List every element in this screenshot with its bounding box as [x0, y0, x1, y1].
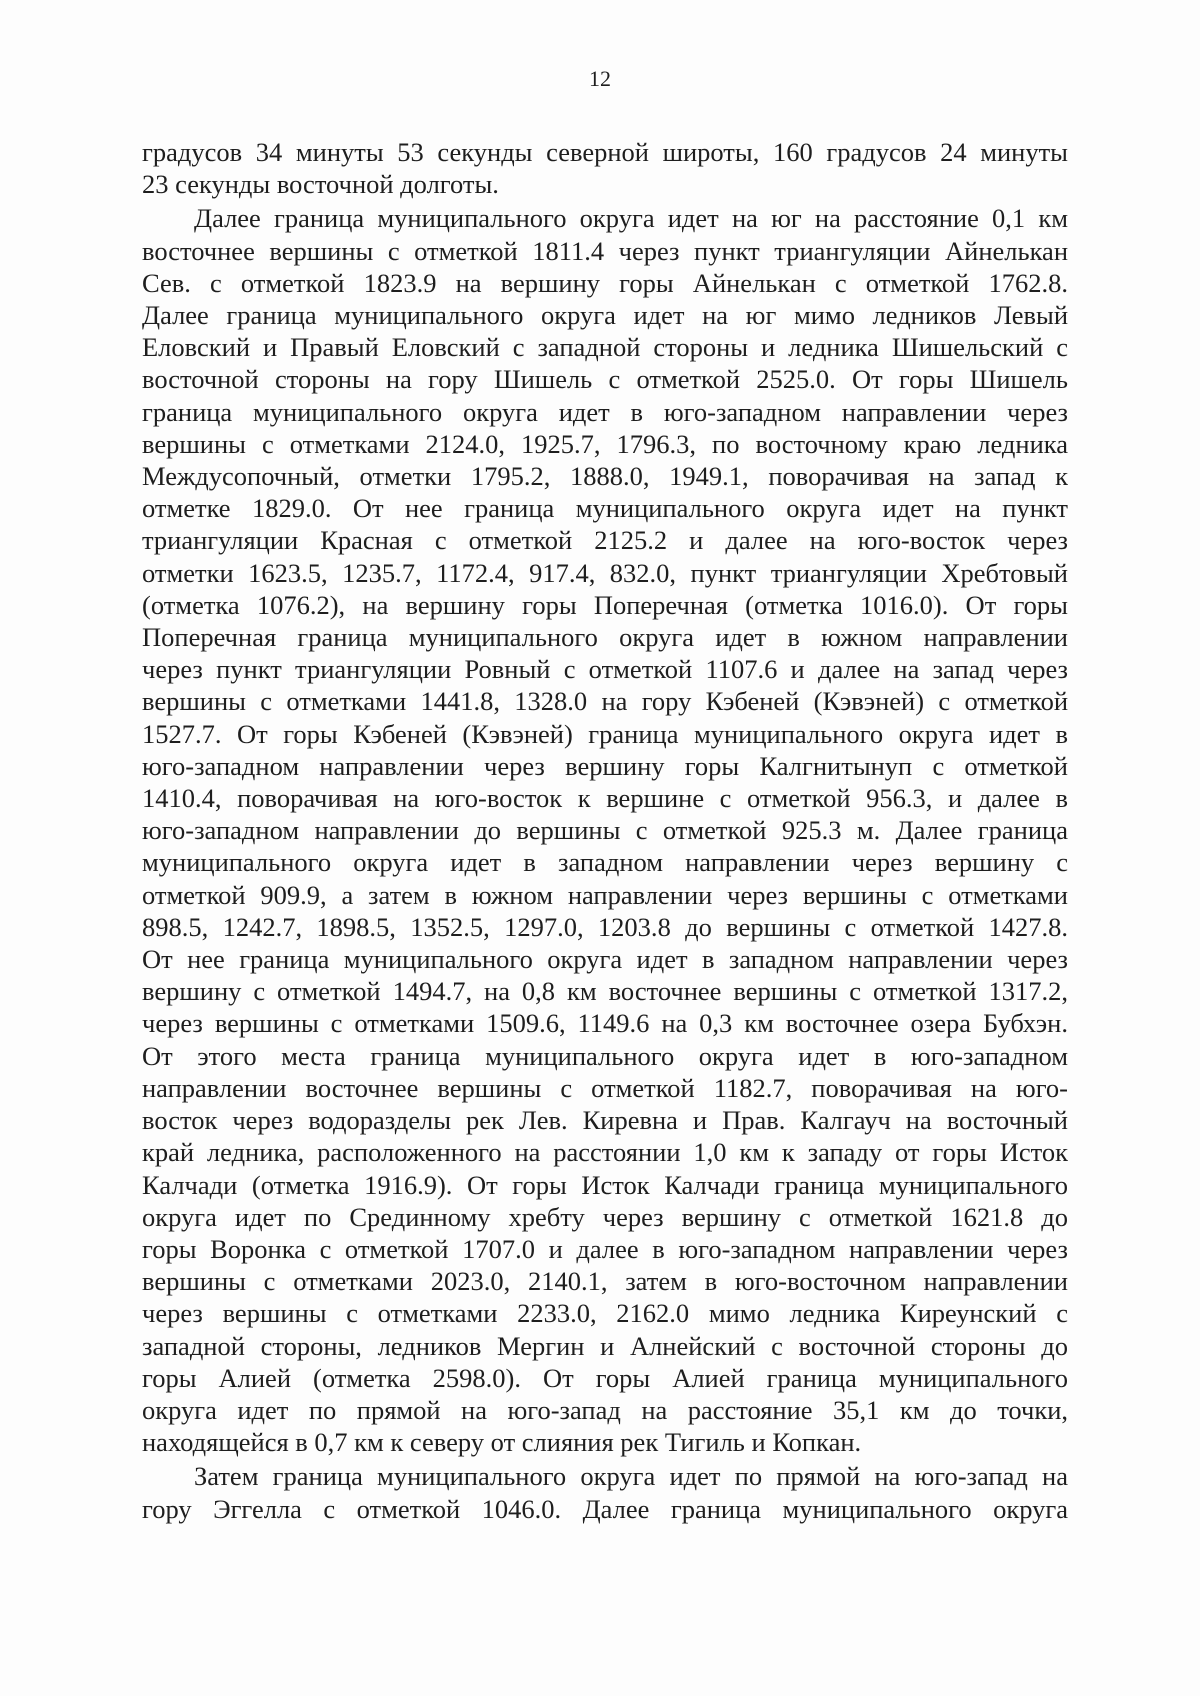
text-line: Поперечная граница муниципального округа идет в южном направлении	[142, 622, 1068, 653]
text-line: восточнее вершины с отметкой 1811.4 через пункт триангуляции Айнелькан	[142, 235, 1068, 266]
text-line: 1410.4, поворачивая на юго-восток к вершине с отметкой 956.3, и далее в	[142, 783, 1068, 814]
text-line: 898.5, 1242.7, 1898.5, 1352.5, 1297.0, 1203.8 до вершины с отметкой 1427.8.	[142, 911, 1068, 942]
text-line: край ледника, расположенного на расстоянии 1,0 км к западу от горы Исток	[142, 1137, 1068, 1168]
text-line: отметки 1623.5, 1235.7, 1172.4, 917.4, 832.0, пункт триангуляции Хребтовый	[142, 557, 1068, 588]
text-line: (отметка 1076.2), на вершину горы Поперечная (отметка 1016.0). От горы	[142, 589, 1068, 620]
text-line: Далее граница муниципального округа идет на юг на расстояние 0,1 км	[194, 203, 1068, 234]
text-line: горы Алией (отметка 2598.0). От горы Алией граница муниципального	[142, 1362, 1068, 1393]
text-line: вершины с отметками 2124.0, 1925.7, 1796.3, по восточному краю ледника	[142, 428, 1068, 459]
text-line: юго-западном направлении через вершину горы Калгнитынуп с отметкой	[142, 750, 1068, 781]
page-number: 12	[589, 66, 611, 91]
text-line: муниципального округа идет в западном направлении через вершину с	[142, 847, 1068, 878]
text-line: находящейся в 0,7 км к северу от слияния рек Тигиль и Копкан.	[142, 1427, 862, 1458]
text-line: Калчади (отметка 1916.9). От горы Исток Калчади граница муниципального	[142, 1169, 1068, 1200]
text-line: 23 секунды восточной долготы.	[142, 169, 499, 200]
text-line: 1527.7. От горы Кэбеней (Кэвэней) граница муниципального округа идет в	[142, 718, 1068, 749]
text-line: граница муниципального округа идет в юго-западном направлении через	[142, 396, 1068, 427]
text-line: Еловский и Правый Еловский с западной стороны и ледника Шишельский с	[142, 332, 1068, 363]
text-line: горы Воронка с отметкой 1707.0 и далее в юго-западном направлении через	[142, 1233, 1068, 1264]
text-line: через вершины с отметками 1509.6, 1149.6 на 0,3 км восточнее озера Бубхэн.	[142, 1008, 1068, 1039]
text-line: через вершины с отметками 2233.0, 2162.0 мимо ледника Киреунский с	[142, 1298, 1068, 1329]
document-body	[142, 136, 1068, 1525]
paragraph-2	[142, 202, 1068, 1458]
text-line: отметкой 909.9, а затем в южном направлении через вершины с отметками	[142, 879, 1068, 910]
text-line: юго-западном направлении до вершины с отметкой 925.3 м. Далее граница	[142, 815, 1068, 846]
text-line: западной стороны, ледников Мергин и Алнейский с восточной стороны до	[142, 1330, 1068, 1361]
text-line: Междусопочный, отметки 1795.2, 1888.0, 1949.1, поворачивая на запад к	[142, 461, 1068, 492]
text-line: Затем граница муниципального округа идет по прямой на юго-запад на	[194, 1461, 1068, 1492]
text-line: вершины с отметками 2023.0, 2140.1, затем в юго-восточном направлении	[142, 1266, 1068, 1297]
paragraph-3	[142, 1460, 1068, 1524]
text-line: направлении восточнее вершины с отметкой 1182.7, поворачивая на юго-	[142, 1072, 1068, 1103]
text-line: Далее граница муниципального округа идет на юг мимо ледников Левый	[142, 300, 1068, 331]
text-line: От этого места граница муниципального округа идет в юго-западном	[142, 1040, 1068, 1071]
text-line: гору Эггелла с отметкой 1046.0. Далее граница муниципального округа	[142, 1493, 1068, 1524]
text-line: триангуляции Красная с отметкой 2125.2 и далее на юго-восток через	[142, 525, 1068, 556]
text-line: округа идет по прямой на юго-запад на расстояние 35,1 км до точки,	[142, 1394, 1068, 1425]
text-line: градусов 34 минуты 53 секунды северной широты, 160 градусов 24 минуты	[142, 137, 1068, 167]
text-line: вершины с отметками 1441.8, 1328.0 на гору Кэбеней (Кэвэней) с отметкой	[142, 686, 1068, 717]
text-line: через пункт триангуляции Ровный с отметкой 1107.6 и далее на запад через	[142, 654, 1068, 685]
paragraph-1	[142, 136, 1068, 200]
text-line: округа идет по Срединному хребту через вершину с отметкой 1621.8 до	[142, 1201, 1068, 1232]
text-line: восток через водоразделы рек Лев. Киревна и Прав. Калгауч на восточный	[142, 1105, 1068, 1136]
text-line: От нее граница муниципального округа идет в западном направлении через	[142, 944, 1068, 975]
text-line: восточной стороны на гору Шишель с отметкой 2525.0. От горы Шишель	[142, 364, 1068, 395]
text-line: отметке 1829.0. От нее граница муниципального округа идет на пункт	[142, 493, 1068, 524]
text-line: вершину с отметкой 1494.7, на 0,8 км восточнее вершины с отметкой 1317.2,	[142, 976, 1068, 1007]
text-line: Сев. с отметкой 1823.9 на вершину горы Айнелькан с отметкой 1762.8.	[142, 267, 1068, 298]
